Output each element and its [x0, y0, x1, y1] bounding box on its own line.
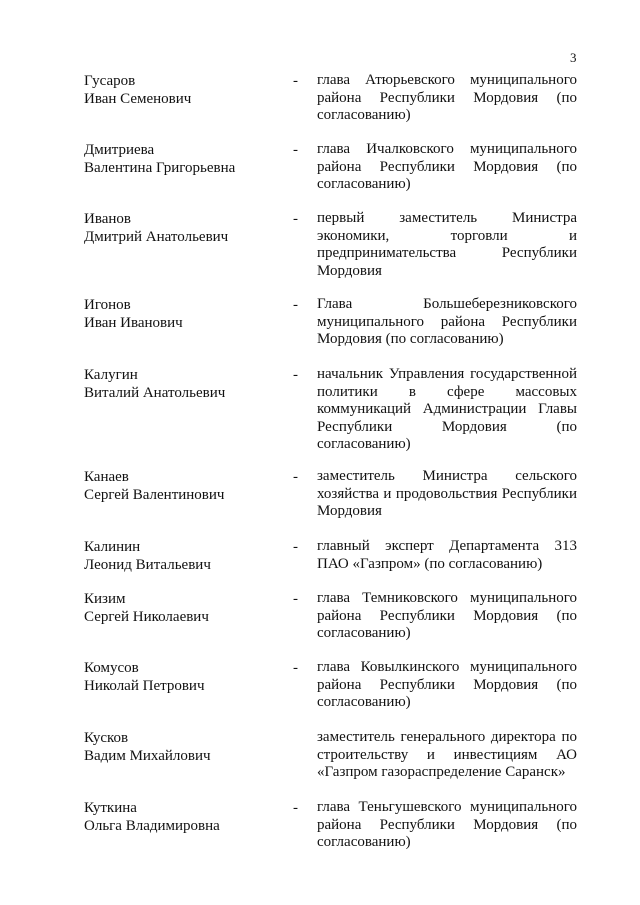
member-given-name: Дмитрий Анатольевич — [84, 229, 229, 245]
dash-separator: - — [293, 539, 298, 555]
member-given-name: Николай Петрович — [84, 678, 205, 694]
member-name — [84, 799, 284, 835]
role-line: ПАО «Газпром» (по согласованию) — [317, 555, 543, 572]
dash-separator: - — [293, 211, 298, 227]
role-line: согласованию) — [317, 834, 411, 850]
role-line: заместитель генерального директора по — [317, 729, 577, 745]
member-role — [317, 729, 577, 782]
role-line: района Республики Мордовия (по — [317, 816, 577, 833]
member-surname: Гусаров — [84, 73, 136, 89]
role-line: глава Атюрьевского муниципального — [317, 72, 577, 88]
role-line: Республики Мордовия (по — [317, 418, 577, 435]
role-line: согласованию) — [317, 176, 411, 192]
dash-separator: - — [293, 142, 298, 158]
member-name — [84, 468, 284, 504]
member-role — [317, 141, 577, 194]
dash-separator: - — [293, 367, 298, 383]
page-number: 3 — [570, 50, 577, 65]
role-line: «Газпром газораспределение Саранск» — [317, 764, 566, 780]
role-line: глава Теньгушевского муниципального — [317, 799, 577, 815]
role-line: Мордовия (по согласованию) — [317, 331, 504, 347]
role-line: хозяйства и продовольствия Республики — [317, 485, 577, 502]
member-role — [317, 296, 577, 349]
role-line: муниципального района Республики — [317, 313, 577, 330]
dash-separator: - — [293, 800, 298, 816]
member-role — [317, 538, 577, 573]
member-given-name: Леонид Витальевич — [84, 557, 211, 573]
dash-separator: - — [293, 469, 298, 485]
role-line: Глава Большеберезниковского — [317, 296, 577, 312]
dash-separator: - — [293, 73, 298, 89]
role-line: политики в сфере массовых — [317, 383, 577, 400]
dash-separator: - — [293, 297, 298, 313]
member-role — [317, 590, 577, 643]
member-name — [84, 72, 284, 108]
role-line: глава Темниковского муниципального — [317, 590, 577, 606]
member-surname: Комусов — [84, 660, 139, 676]
role-line: заместитель Министра сельского — [317, 468, 577, 484]
role-line: района Республики Мордовия (по — [317, 158, 577, 175]
member-name — [84, 366, 284, 402]
member-surname: Дмитриева — [84, 142, 155, 158]
role-line: экономики, торговли и — [317, 227, 577, 244]
role-line: строительству и инвестициям АО — [317, 746, 577, 763]
member-surname: Кусков — [84, 730, 129, 746]
role-line: Мордовия — [317, 262, 382, 279]
role-line: Мордовия — [317, 503, 382, 519]
member-given-name: Валентина Григорьевна — [84, 160, 236, 176]
member-name — [84, 590, 284, 626]
role-line: района Республики Мордовия (по — [317, 89, 577, 106]
member-given-name: Сергей Валентинович — [84, 487, 225, 503]
member-given-name: Иван Иванович — [84, 315, 183, 331]
member-surname: Куткина — [84, 800, 137, 816]
role-line: согласованию) — [317, 694, 411, 710]
member-role — [317, 659, 577, 712]
member-name — [84, 296, 284, 332]
member-name — [84, 141, 284, 177]
member-given-name: Виталий Анатольевич — [84, 385, 226, 401]
member-surname: Калинин — [84, 539, 141, 555]
role-line: района Республики Мордовия (по — [317, 676, 577, 693]
role-line: согласованию) — [317, 625, 411, 641]
member-name — [84, 538, 284, 574]
member-role — [317, 72, 577, 125]
role-line: предпринимательства Республики — [317, 245, 577, 261]
dash-separator: - — [293, 660, 298, 676]
member-name — [84, 659, 284, 695]
member-role — [317, 799, 577, 852]
role-line: согласованию) — [317, 107, 411, 123]
role-line: главный эксперт Департамента 313 — [317, 538, 577, 554]
role-line: глава Ковылкинского муниципального — [317, 659, 577, 675]
role-line: начальник Управления государственной — [317, 366, 577, 382]
role-line: первый заместитель Министра — [317, 210, 577, 226]
role-line: согласованию) — [317, 436, 411, 452]
member-surname: Калугин — [84, 367, 138, 383]
member-surname: Кизим — [84, 591, 126, 607]
member-given-name: Сергей Николаевич — [84, 609, 209, 625]
member-surname: Иванов — [84, 211, 131, 227]
member-surname: Канаев — [84, 469, 129, 485]
member-name — [84, 210, 284, 246]
role-line: глава Ичалковского муниципального — [317, 141, 577, 157]
member-role — [317, 210, 577, 280]
member-surname: Игонов — [84, 297, 131, 313]
role-line: района Республики Мордовия (по — [317, 607, 577, 624]
role-line: коммуникаций Администрации Главы — [317, 401, 577, 417]
member-role — [317, 366, 577, 454]
dash-separator: - — [293, 591, 298, 607]
member-given-name: Вадим Михайлович — [84, 748, 211, 764]
member-name — [84, 729, 284, 765]
member-given-name: Иван Семенович — [84, 91, 192, 107]
member-role — [317, 468, 577, 521]
member-given-name: Ольга Владимировна — [84, 818, 220, 834]
